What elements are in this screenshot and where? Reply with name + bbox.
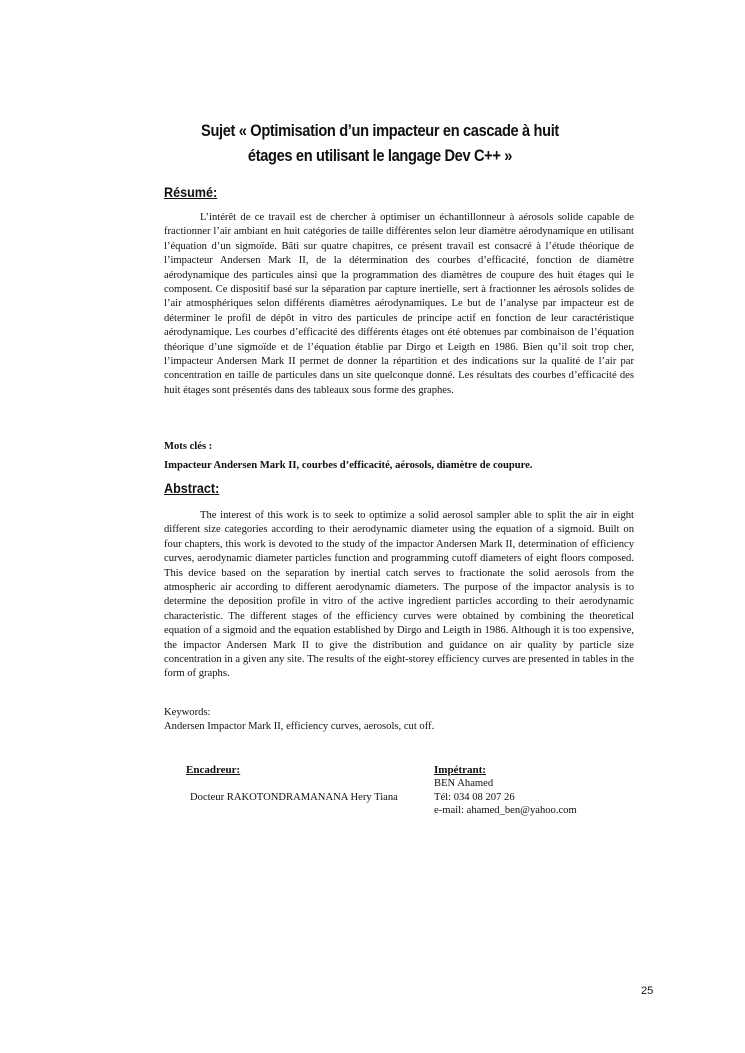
supervisor-name: Docteur RAKOTONDRAMANANA Hery Tiana — [190, 792, 398, 803]
resume-keywords: Impacteur Andersen Mark II, courbes d’efficacité, aérosols, diamètre de coupure. — [164, 460, 533, 471]
page-number: 25 — [641, 985, 654, 997]
candidate-label: Impétrant: — [434, 764, 486, 776]
page-title: Sujet « Optimisation d’un impacteur en cascade à huit étages en utilisant le langage Dev C++ » — [201, 121, 559, 165]
abstract-keywords-label: Keywords: — [164, 707, 211, 718]
resume-keywords-label: Mots clés : — [164, 441, 213, 452]
resume-heading: Résumé: — [164, 184, 218, 200]
abstract-keywords: Andersen Impactor Mark II, efficiency curves, aerosols, cut off. — [164, 721, 435, 732]
abstract-body: The interest of this work is to seek to optimize a solid aerosol sampler able to split the air in eight different size categories according to their aerodynamic diameter using the equation of a sigmoid. Built on four chapters, this work is devoted to the study of the impactor Andersen Mark II, determination of efficiency curves, aerodynamic diameter particles function and programming cutoff diameters of eight floors composed. This device based on the separation by inertial catch serves to fractionate the solid aerosols from the atmospheric air according to different aerodynamic diameters. The purpose of the impactor analysis is to determine the deposition profile in vitro of the active ingredient particles according to their aerodynamic characteristic. The different stages of the efficiency curves were obtained by combining the theoretical equation of a sigmoid and the equation established by Dirgo and Leigth in 1986. Although it is too expensive, the impactor Andersen Mark II to give the distribution and guidance on air quality by particle size concentration in a given any site. The results of the eight-storey efficiency curves are presented in tables in the form of graphs. — [164, 510, 634, 680]
candidate-phone: Tél: 034 08 207 26 — [434, 792, 515, 803]
candidate-email: e-mail: ahamed_ben@yahoo.com — [434, 805, 577, 816]
abstract-heading: Abstract: — [164, 480, 220, 496]
supervisor-label: Encadreur: — [186, 764, 241, 776]
candidate-name: BEN Ahamed — [434, 778, 494, 789]
resume-body: L’intérêt de ce travail est de chercher à optimiser un échantillonneur à aérosols solide capable de fractionner l’air ambiant en huit catégories de taille différentes selon leur diamètre aérodynamique en utilisant l’équation d’un sigmoïde. Bâti sur quatre chapitres, ce présent travail est consacré à l’étude théorique de l’impacteur Andersen Mark II, de la détermination des courbes d’efficacité, fonction de diamètre aérodynamique des particules ainsi que la programmation des diamètres de coupure des huit étages qui le composent. Ce dispositif basé sur la séparation par capture inertielle, sert à fractionner les aérosols solides de l’air atmosphériques selon différents diamètres aérodynamiques. Le but de l’analyse par impacteur est de déterminer le profil de dépôt in vitro des particules de principe actif en fonction de leur caractéristique aérodynamique. Les courbes d’efficacité des différents étages ont été obtenues par combinaison de l’équation théorique d’une sigmoïde et de l’équation établie par Dirgo et Leigth en 1986. Bien qu’il soit trop cher, l’impacteur Andersen Mark II permet de donner la répartition et des indications sur la qualité de l’air par concentration en taille de particules dans un site quelconque donné. Les résultats des courbes d’efficacité des huit étages sont présentés dans des tableaux sous forme des graphes. — [164, 212, 634, 396]
